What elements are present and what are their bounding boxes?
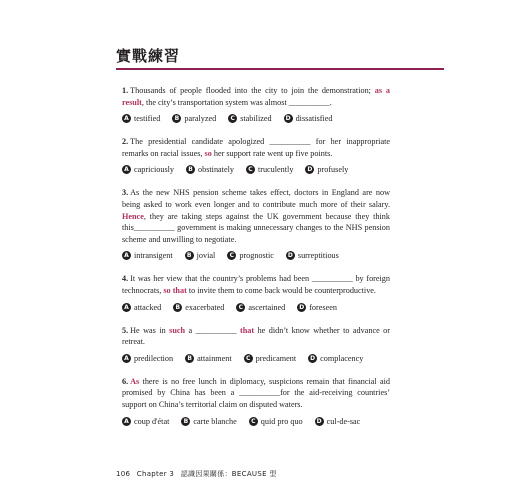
answer-option[interactable] [227, 250, 274, 261]
question-segment: As the new NHS pension scheme takes effect, doctors in England are now being asked to work even longer and to contribute much more of their salary. [122, 188, 390, 209]
answer-option[interactable] [186, 164, 234, 175]
question-text [122, 187, 390, 245]
option-row [122, 113, 390, 124]
question-text [122, 376, 390, 411]
option-letter-badge: B [173, 303, 182, 312]
answer-option[interactable] [315, 416, 361, 427]
section-title: 實戰練習 [116, 47, 181, 65]
answer-option[interactable] [228, 113, 271, 124]
question-segment: Thousands of people flooded into the city to join the demonstration; [130, 86, 375, 95]
question-item [122, 187, 390, 261]
option-text: ascertained [248, 302, 286, 312]
option-letter-badge: B [172, 114, 181, 123]
option-text: intransigent [134, 251, 173, 261]
answer-option[interactable] [122, 302, 161, 313]
answer-option[interactable] [286, 250, 339, 261]
option-letter-badge: B [185, 354, 194, 363]
option-text: carte blanche [193, 416, 237, 426]
question-number: 4. [122, 274, 129, 284]
option-letter-badge: B [185, 251, 194, 260]
answer-option[interactable] [122, 113, 160, 124]
option-letter-badge: C [244, 354, 253, 363]
answer-option[interactable] [236, 302, 285, 313]
option-text: jovial [196, 251, 216, 261]
answer-option[interactable] [185, 250, 216, 261]
question-number: 6. [122, 376, 129, 386]
question-number: 1. [122, 86, 129, 95]
connector-highlight: Hence [122, 211, 144, 221]
option-letter-badge: D [315, 417, 324, 426]
option-text: predilection [134, 353, 174, 363]
option-text: paralyzed [184, 114, 217, 124]
question-number: 2. [122, 137, 129, 147]
answer-option[interactable] [246, 164, 293, 175]
question-segment: a __________ [185, 325, 241, 335]
answer-option[interactable] [173, 302, 224, 313]
option-row [122, 302, 390, 313]
connector-highlight: so [204, 148, 212, 158]
question-segment: there is no free lunch in diplomacy, suspicions remain that financial aid promised by China has been a __________for the aid-receiving countries’ support on China’s territorial claim on disputed waters. [122, 376, 390, 409]
question-item [122, 376, 390, 427]
option-text: obstinately [198, 165, 234, 175]
question-text [122, 85, 390, 108]
connector-highlight: such [169, 325, 186, 335]
question-segment: he didn’t know whether to advance or retreat. [122, 325, 391, 347]
page-footer [116, 469, 281, 479]
option-text: cul-de-sac [326, 416, 361, 426]
option-letter-badge: C [228, 114, 237, 123]
option-letter-badge: A [122, 165, 131, 174]
question-list [122, 85, 390, 439]
answer-option[interactable] [122, 164, 174, 175]
question-text [122, 273, 390, 296]
question-segment: her support rate went up five points. [211, 148, 333, 158]
option-letter-badge: D [286, 251, 295, 260]
option-text: testified [134, 114, 161, 124]
option-text: attainment [197, 353, 232, 363]
question-segment: , they are taking steps against the UK government because they think this__________ government is making unnecessary changes to the NHS pension scheme and unwilling to negotiate. [122, 211, 390, 244]
chapter-title: 認識因果關係：BECAUSE 型 [180, 470, 277, 478]
option-text: complacency [320, 353, 364, 363]
option-text: prognostic [239, 251, 274, 261]
question-text [122, 325, 390, 348]
option-letter-badge: A [122, 251, 131, 260]
answer-option[interactable] [284, 113, 333, 124]
answer-option[interactable] [297, 302, 337, 313]
question-segment: The presidential candidate apologized __________ for her inappropriate remarks on racial issues, [122, 137, 390, 158]
chapter-label: Chapter 3 [136, 470, 175, 478]
option-letter-badge: A [122, 303, 131, 312]
question-segment: He was in [130, 325, 170, 335]
option-row [122, 416, 390, 427]
question-segment: , the city’s transportation system was almost __________. [141, 97, 332, 107]
option-letter-badge: A [122, 354, 131, 363]
option-text: profusely [317, 165, 349, 175]
question-segment: It was her view that the country’s problems had been __________ by foreign technocrats, [122, 274, 390, 295]
option-letter-badge: C [249, 417, 258, 426]
header-divider [116, 68, 444, 70]
question-segment: to invite them to come back would be counterproductive. [186, 285, 376, 295]
option-letter-badge: D [284, 114, 293, 123]
option-text: stabilized [240, 114, 272, 124]
option-text: dissatisfied [295, 114, 333, 124]
connector-highlight: As [130, 376, 140, 386]
answer-option[interactable] [244, 353, 296, 364]
option-text: coup d'état [134, 416, 170, 426]
option-text: quid pro quo [260, 416, 303, 426]
answer-option[interactable] [181, 416, 236, 427]
option-letter-badge: D [297, 303, 306, 312]
answer-option[interactable] [122, 416, 169, 427]
option-text: exacerbated [185, 302, 225, 312]
option-text: predicament [255, 353, 297, 363]
question-text [122, 136, 390, 159]
option-letter-badge: A [122, 114, 131, 123]
option-letter-badge: A [122, 417, 131, 426]
option-letter-badge: C [236, 303, 245, 312]
option-text: attacked [134, 302, 162, 312]
option-text: surreptitious [297, 251, 339, 261]
option-letter-badge: C [246, 165, 255, 174]
option-text: capriciously [134, 165, 175, 175]
answer-option[interactable] [122, 250, 173, 261]
option-row [122, 353, 390, 364]
answer-option[interactable] [305, 164, 348, 175]
option-letter-badge: D [308, 354, 317, 363]
connector-highlight: that [240, 325, 255, 335]
answer-option[interactable] [122, 353, 173, 364]
connector-highlight: so that [163, 285, 187, 295]
answer-option[interactable] [308, 353, 363, 364]
answer-option[interactable] [185, 353, 232, 364]
page-number: 106 [116, 470, 131, 478]
question-number: 3. [122, 188, 129, 198]
option-letter-badge: C [227, 251, 236, 260]
option-text: truculently [257, 165, 294, 175]
option-letter-badge: B [181, 417, 190, 426]
answer-option[interactable] [172, 113, 216, 124]
question-item [122, 273, 390, 312]
connector-highlight: as a result [122, 86, 390, 107]
option-row [122, 250, 390, 261]
question-item [122, 136, 390, 175]
option-row [122, 164, 390, 175]
question-number: 5. [122, 325, 129, 335]
question-item [122, 85, 390, 124]
option-letter-badge: D [305, 165, 314, 174]
option-letter-badge: B [186, 165, 195, 174]
page-header [116, 46, 444, 70]
question-item [122, 325, 390, 364]
option-text: foreseen [309, 302, 337, 312]
answer-option[interactable] [249, 416, 303, 427]
